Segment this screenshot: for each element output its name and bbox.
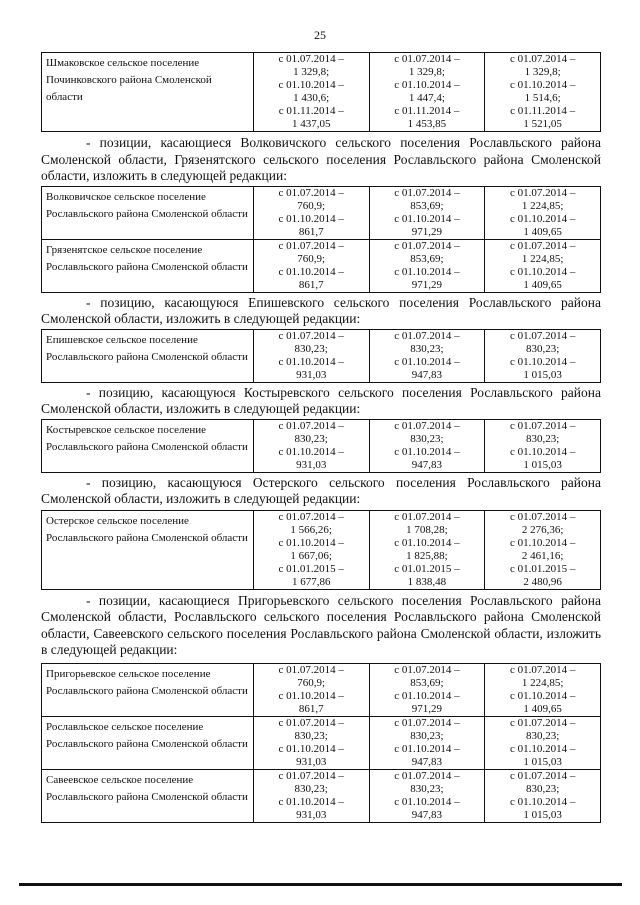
rate-line: 971,29 [411, 278, 443, 291]
page-number: 25 [314, 28, 326, 42]
rate-cell [485, 769, 601, 822]
rate-line: с 01.11.2014 – [278, 105, 344, 117]
paragraph-text: - позиции, касающиеся Волковичского сельского поселения Рославльского района Смоленской области, Грязенятского сельского поселения Рославльского района Смоленской области, изложить в следующей редакции: [41, 135, 601, 183]
paragraph-text: - позицию, касающуюся Остерского сельского поселения Рославльского района Смоленской области, изложить в следующей редакции: [41, 474, 601, 506]
table-row [42, 329, 601, 382]
rate-line: 830,23; [294, 782, 328, 795]
rate-line: 1 514,6; [524, 92, 561, 104]
rate-line: с 01.10.2014 – [394, 742, 460, 755]
rate-cell [253, 510, 369, 589]
rate-line: 1 825,88; [406, 549, 448, 562]
document-body [41, 52, 601, 823]
rate-cell [253, 239, 369, 292]
table-row [42, 769, 601, 822]
rate-line: 1 566,26; [290, 523, 332, 536]
rate-line: 947,83 [411, 755, 443, 768]
rate-cell [253, 769, 369, 822]
rate-cell [253, 329, 369, 382]
rate-line: 760,9; [297, 199, 326, 212]
rate-line: 1 453,85 [407, 118, 447, 130]
table-row [42, 663, 601, 716]
rate-cell [485, 329, 601, 382]
rate-line: 861,7 [298, 702, 324, 715]
rate-line: 1 838,48 [407, 575, 447, 588]
rate-line: 1 430,6; [293, 92, 330, 104]
table-row [42, 419, 601, 472]
rate-line: 931,03 [296, 458, 327, 471]
rate-line: с 01.10.2014 – [394, 355, 460, 368]
rate-line: 830,23; [294, 342, 328, 355]
rate-line: 947,83 [411, 368, 443, 381]
rate-line: с 01.07.2014 – [509, 329, 576, 342]
table-row [42, 510, 601, 589]
settlement-name-cell: Волковичское сельское поселение Рославльского района Смоленской области [42, 186, 254, 239]
rate-line: с 01.10.2014 – [278, 79, 344, 91]
rate-line: с 01.10.2014 – [278, 536, 344, 549]
rate-line: 830,23; [410, 729, 444, 742]
rate-cell [369, 53, 485, 132]
amendment-paragraph [41, 385, 601, 418]
rate-line: с 01.07.2014 – [278, 186, 344, 199]
rate-cell [369, 769, 485, 822]
rate-line: с 01.10.2014 – [278, 742, 344, 755]
rate-line: с 01.07.2014 – [278, 419, 344, 432]
rate-line: 947,83 [411, 808, 443, 821]
rate-line: с 01.10.2014 – [394, 689, 460, 702]
rate-line: 830,23; [294, 432, 328, 445]
rate-line: с 01.10.2014 – [509, 689, 576, 702]
table-row [42, 53, 601, 132]
rate-line: с 01.10.2014 – [509, 79, 576, 91]
rate-line: 2 480,96 [523, 575, 562, 588]
rate-line: 830,23; [525, 729, 560, 742]
rate-line: с 01.11.2014 – [394, 105, 460, 117]
table-row [42, 716, 601, 769]
rate-cell [369, 716, 485, 769]
rate-line: 760,9; [297, 676, 326, 689]
rate-line: с 01.07.2014 – [509, 510, 576, 523]
rates-table [41, 52, 601, 132]
table-row [42, 186, 601, 239]
rate-line: 1 329,8; [524, 66, 561, 78]
rate-line: с 01.10.2014 – [278, 445, 344, 458]
rate-cell [253, 419, 369, 472]
rate-line: с 01.10.2014 – [509, 265, 576, 278]
rate-line: 1 329,8; [408, 66, 445, 78]
rate-line: с 01.07.2014 – [278, 663, 344, 676]
rate-cell [253, 186, 369, 239]
rate-line: с 01.10.2014 – [278, 355, 344, 368]
rate-line: 861,7 [298, 278, 324, 291]
rates-table [41, 663, 601, 823]
rate-line: с 01.01.2015 – [509, 562, 576, 575]
rate-cell [369, 663, 485, 716]
rate-line: с 01.10.2014 – [278, 795, 344, 808]
rate-line: 947,83 [411, 458, 443, 471]
paragraph-text: - позицию, касающуюся Епишевского сельского поселения Рославльского района Смоленской области, изложить в следующей редакции: [41, 294, 601, 326]
rate-line: с 01.07.2014 – [509, 239, 576, 252]
rate-line: с 01.07.2014 – [394, 239, 460, 252]
rate-cell [369, 510, 485, 589]
rate-line: 1 521,05 [523, 118, 562, 130]
rate-line: с 01.10.2014 – [509, 212, 576, 225]
rate-line: с 01.07.2014 – [278, 769, 344, 782]
rate-line: с 01.10.2014 – [394, 445, 460, 458]
settlement-name-cell: Савеевское сельское поселение Рославльского района Смоленской области [42, 769, 254, 822]
rate-line: 853,69; [410, 252, 444, 265]
rate-line: с 01.10.2014 – [394, 265, 460, 278]
rates-table [41, 419, 601, 473]
rate-line: 760,9; [297, 252, 326, 265]
rate-line: с 01.07.2014 – [394, 329, 460, 342]
rate-line: с 01.10.2014 – [509, 795, 576, 808]
rate-cell [369, 239, 485, 292]
amendment-paragraph [41, 135, 601, 185]
settlement-name-cell: Епишевское сельское поселение Рославльского района Смоленской области [42, 329, 254, 382]
rate-line: с 01.07.2014 – [278, 53, 344, 65]
settlement-name-cell: Костыревское сельское поселение Рославльского района Смоленской области [42, 419, 254, 472]
rate-line: 2 276,36; [521, 523, 564, 536]
rate-line: с 01.07.2014 – [509, 53, 576, 65]
rate-line: 931,03 [296, 755, 327, 768]
rate-line: с 01.07.2014 – [509, 716, 576, 729]
rate-line: с 01.07.2014 – [394, 769, 460, 782]
rate-cell [485, 186, 601, 239]
rate-line: с 01.01.2015 – [394, 562, 460, 575]
rate-line: 853,69; [410, 676, 444, 689]
rate-line: с 01.11.2014 – [510, 105, 576, 117]
rate-line: с 01.07.2014 – [394, 186, 460, 199]
rate-line: с 01.07.2014 – [278, 510, 344, 523]
rate-cell [485, 510, 601, 589]
rate-line: 830,23; [525, 342, 560, 355]
rate-line: с 01.07.2014 – [278, 716, 344, 729]
rate-cell [485, 663, 601, 716]
settlement-name-cell: Рославльское сельское поселение Рославльского района Смоленской области [42, 716, 254, 769]
rate-line: 830,23; [410, 782, 444, 795]
rate-line: 1 409,65 [523, 278, 562, 291]
rate-line: с 01.07.2014 – [509, 663, 576, 676]
rate-line: 830,23; [525, 782, 560, 795]
rate-line: 1 447,4; [408, 92, 445, 104]
rate-line: с 01.10.2014 – [509, 355, 576, 368]
rate-line: 1 224,85; [521, 676, 564, 689]
rate-cell [485, 716, 601, 769]
settlement-name-cell: Остерское сельское поселение Рославльского района Смоленской области [42, 510, 254, 589]
rate-cell [485, 53, 601, 132]
rate-line: 931,03 [296, 368, 327, 381]
rate-line: с 01.07.2014 – [509, 769, 576, 782]
settlement-name-cell: Шмаковское сельское поселение Починковского района Смоленской области [42, 53, 254, 132]
rate-line: 1 677,86 [291, 575, 331, 588]
settlement-name-cell: Грязенятское сельское поселение Рославльского района Смоленской области [42, 239, 254, 292]
rate-line: 830,23; [410, 342, 444, 355]
rate-line: 971,29 [411, 702, 443, 715]
rate-line: с 01.10.2014 – [394, 795, 460, 808]
rate-cell [369, 419, 485, 472]
rate-line: 1 015,03 [523, 755, 562, 768]
rate-cell [253, 53, 369, 132]
rate-line: с 01.10.2014 – [278, 212, 344, 225]
rate-line: 830,23; [410, 432, 444, 445]
rate-cell [253, 663, 369, 716]
rate-line: с 01.07.2014 – [509, 419, 576, 432]
rate-line: с 01.10.2014 – [509, 536, 576, 549]
amendment-paragraph [41, 295, 601, 328]
rate-line: с 01.10.2014 – [394, 212, 460, 225]
rate-cell [485, 419, 601, 472]
rate-line: 830,23; [294, 729, 328, 742]
rate-cell [253, 716, 369, 769]
rate-line: с 01.01.2015 – [278, 562, 344, 575]
rate-line: с 01.10.2014 – [509, 445, 576, 458]
rate-line: 1 015,03 [523, 458, 562, 471]
amendment-paragraph [41, 593, 601, 659]
rates-table [41, 186, 601, 293]
rate-line: 971,29 [411, 225, 443, 238]
rate-line: с 01.07.2014 – [394, 716, 460, 729]
rate-line: с 01.07.2014 – [394, 419, 460, 432]
rate-line: 861,7 [298, 225, 324, 238]
rate-line: 1 409,65 [523, 702, 562, 715]
table-row [42, 239, 601, 292]
rate-line: 1 224,85; [521, 199, 564, 212]
rate-line: 1 224,85; [521, 252, 564, 265]
rate-line: с 01.07.2014 – [509, 186, 576, 199]
paragraph-text: - позицию, касающуюся Костыревского сельского поселения Рославльского района Смоленской области, изложить в следующей редакции: [41, 384, 601, 416]
rates-table [41, 510, 601, 590]
rate-cell [485, 239, 601, 292]
paragraph-text: - позиции, касающиеся Пригорьевского сельского поселения Рославльского района Смоленской области, Рославльского сельского поселения Рославльского района Смоленской области, Савеевского сельского поселения Рославльского района Смоленской области, изложить в следующей редакции: [41, 592, 601, 657]
rate-line: с 01.07.2014 – [394, 53, 460, 65]
rate-line: 853,69; [410, 199, 444, 212]
rate-line: с 01.10.2014 – [509, 742, 576, 755]
rate-line: с 01.10.2014 – [394, 79, 460, 91]
rates-table [41, 329, 601, 383]
rate-line: 1 708,28; [406, 523, 448, 536]
rate-line: с 01.10.2014 – [278, 265, 344, 278]
rate-line: 830,23; [525, 432, 560, 445]
rate-line: 1 015,03 [523, 808, 562, 821]
rate-line: 1 015,03 [523, 368, 562, 381]
rate-line: 931,03 [296, 808, 327, 821]
rate-line: 1 409,65 [523, 225, 562, 238]
rate-line: с 01.10.2014 – [278, 689, 344, 702]
rate-line: 2 461,16; [521, 549, 564, 562]
rate-line: с 01.10.2014 – [394, 536, 460, 549]
rate-line: с 01.07.2014 – [278, 329, 344, 342]
rate-line: 1 667,06; [290, 549, 332, 562]
rate-cell [369, 186, 485, 239]
bottom-rule [19, 883, 622, 886]
rate-cell [369, 329, 485, 382]
rate-line: 1 437,05 [291, 118, 331, 130]
settlement-name-cell: Пригорьевское сельское поселение Рославльского района Смоленской области [42, 663, 254, 716]
rate-line: с 01.07.2014 – [278, 239, 344, 252]
rate-line: 1 329,8; [293, 66, 330, 78]
rate-line: с 01.07.2014 – [394, 510, 460, 523]
rate-line: с 01.07.2014 – [394, 663, 460, 676]
amendment-paragraph [41, 475, 601, 508]
